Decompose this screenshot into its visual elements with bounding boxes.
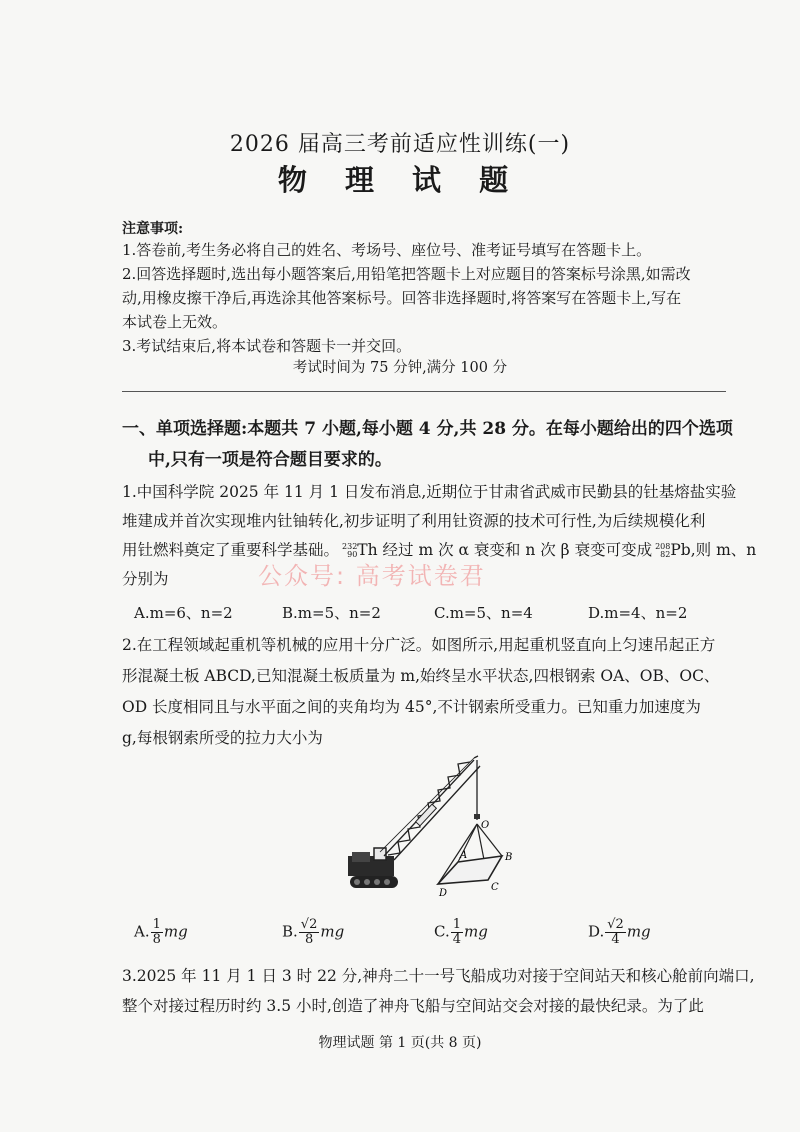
q1-line: 堆建成并首次实现堆内钍铀转化,初步证明了利用钍资源的技术可行性,为后续规模化利: [122, 512, 706, 530]
notice-line: 动,用橡皮擦干净后,再选涂其他答案标号。回答非选择题时,将答案写在答题卡上,写在: [122, 289, 682, 307]
divider: [122, 391, 726, 392]
q3-line: 3.2025 年 11 月 1 日 3 时 22 分,神舟二十一号飞船成功对接于空间站天和核心舱前向端口,: [122, 967, 755, 985]
q2-line: 2.在工程领域起重机等机械的应用十分广泛。如图所示,用起重机竖直向上匀速吊起正方: [122, 636, 716, 654]
q1-option-c: C.m=5、n=4: [434, 604, 533, 622]
q1-line: 分别为: [122, 570, 169, 588]
crane-figure: [340, 752, 540, 902]
q1-option-b: B.m=5、n=2: [282, 604, 381, 622]
exam-time-info: 考试时间为 75 分钟,满分 100 分: [292, 360, 508, 376]
label-d: D: [439, 888, 448, 899]
notice-heading: 注意事项:: [122, 221, 184, 237]
label-a: A: [460, 850, 468, 861]
q1-text: 用钍燃料奠定了重要科学基础。: [122, 541, 340, 559]
q1-option-d: D.m=4、n=2: [588, 604, 688, 622]
section-heading: 一、单项选择题:本题共 7 小题,每小题 4 分,共 28 分。在每小题给出的四个选项: [122, 419, 733, 439]
q2-option-c: C. $\frac{1}{4}$ mg: [434, 917, 488, 947]
q2-line: g,每根钢索所受的拉力大小为: [122, 729, 323, 747]
section-heading-cont: 中,只有一项是符合题目要求的。: [148, 450, 392, 470]
label-o: O: [481, 820, 490, 831]
q3-line: 整个对接过程历时约 3.5 小时,创造了神舟飞船与空间站交会对接的最快纪录。为了此: [122, 997, 704, 1015]
watermark: 公众号: 高考试卷君: [258, 562, 486, 590]
q2-line: OD 长度相同且与水平面之间的夹角均为 45°,不计钢索所受重力。已知重力加速度为: [122, 698, 701, 716]
subject-title: 物 理 试 题: [277, 163, 523, 197]
page-footer: 物理试题 第 1 页(共 8 页): [318, 1035, 482, 1051]
q2-option-a: A. $\frac{1}{8}$ mg: [134, 917, 188, 947]
q1-option-a: A.m=6、n=2: [134, 604, 233, 622]
pb-isotope: 208 82: [655, 542, 671, 559]
q1-text: Th 经过 m 次 α 衰变和 n 次 β 衰变可变成: [357, 541, 653, 559]
q1-text: Pb,则 m、n: [670, 541, 757, 559]
notice-line: 2.回答选择题时,选出每小题答案后,用铅笔把答题卡上对应题目的答案标号涂黑,如需改: [122, 265, 691, 283]
exam-title: 2026 届高三考前适应性训练(一): [229, 132, 571, 157]
q2-line: 形混凝土板 ABCD,已知混凝土板质量为 m,始终呈水平状态,四根钢索 OA、OB、OC、: [122, 667, 720, 685]
q2-option-d: D. $\frac{√2}{4}$ mg: [588, 917, 651, 947]
th-isotope: 232 90: [342, 542, 358, 559]
notice-line: 本试卷上无效。: [122, 313, 228, 331]
label-b: B: [505, 852, 513, 863]
notice-line: 1.答卷前,考生务必将自己的姓名、考场号、座位号、准考证号填写在答题卡上。: [122, 241, 652, 259]
q1-line: 1.中国科学院 2025 年 11 月 1 日发布消息,近期位于甘肃省武威市民勤县的钍基熔盐实验: [122, 483, 737, 501]
label-c: C: [491, 882, 499, 893]
notice-line: 3.考试结束后,将本试卷和答题卡一并交回。: [122, 337, 412, 355]
q2-option-b: B. $\frac{√2}{8}$ mg: [282, 917, 345, 947]
